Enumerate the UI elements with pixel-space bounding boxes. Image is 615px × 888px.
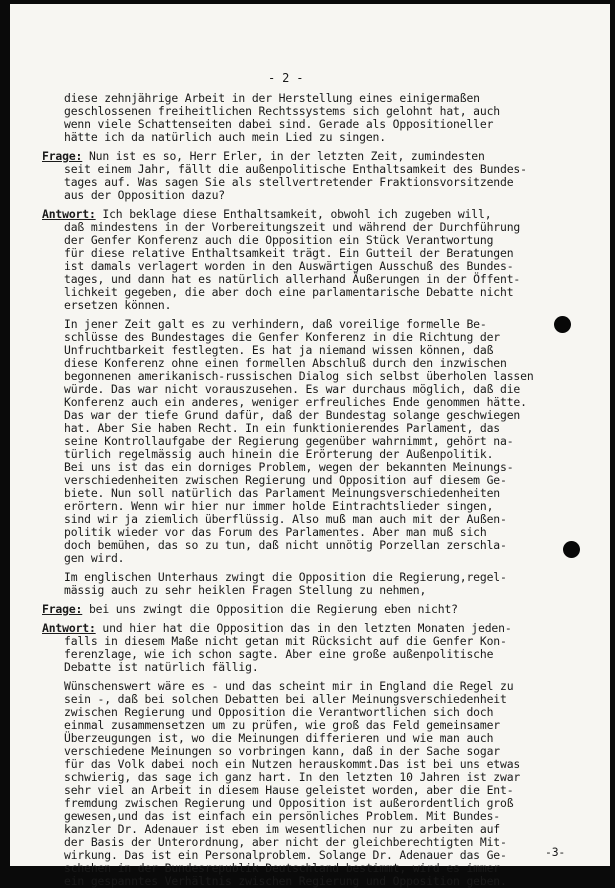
- text-line: Ich beklage diese Enthaltsamkeit, obwohl ich zugeben will,: [95, 207, 492, 221]
- question-label: Frage:: [42, 149, 83, 163]
- punch-hole: [563, 541, 580, 558]
- text-line: biete. Nun soll natürlich das Parlament Meinungsverschiedenheiten: [64, 486, 501, 500]
- text-line: schlüsse des Bundestages die Genfer Konferenz in die Richtung der: [64, 330, 501, 344]
- text-line: diese zehnjährige Arbeit in der Herstellung eines einigermaßen: [64, 91, 480, 105]
- text-line: zwischen Regierung und Opposition die Verantwortlichen sich doch: [64, 705, 494, 719]
- text-line: doch bemühen, das so zu tun, daß nicht unnötig Porzellan zerschla-: [64, 538, 507, 552]
- text-line: ein gespanntes Verhältnis zwischen Regierung und Opposition geben.: [64, 874, 507, 888]
- next-page-marker: -3-: [545, 845, 566, 859]
- text-line: würde. Das war nicht vorauszusehen. Es war durchaus möglich, daß die: [64, 382, 521, 396]
- text-line: sehr viel an Arbeit in diesem Hause geleistet worden, aber die Ent-: [64, 783, 514, 797]
- text-line: schwierig, das sage ich ganz hart. In den letzten 10 Jahren ist zwar: [64, 770, 521, 784]
- text-line: ersetzen können.: [64, 298, 172, 312]
- text-line: ist damals verlagert worden in den Auswärtigen Ausschuß des Bundes-: [64, 259, 514, 273]
- text-line: Unfruchtbarkeit festlegten. Es hat ja niemand wissen können, daß: [64, 343, 494, 357]
- text-line: falls in diesem Maße nicht getan mit Rücksicht auf die Genfer Kon-: [64, 634, 507, 648]
- text-line: schehen in der Bundesrepublik Deutschland bestimmt, wird es immer: [64, 861, 501, 875]
- text-line: begonnenen amerikanisch-russischen Dialog sich selbst überholen lassen: [64, 369, 534, 383]
- text-line: einmal zusammensetzen um zu prüfen, wie groß das Feld gemeinsamer: [64, 718, 501, 732]
- labeled-line: [42, 603, 458, 616]
- text-line: tages, und dann hat es natürlich allerhand Äußerungen in der Öffent-: [64, 272, 521, 286]
- text-line: Nun ist es so, Herr Erler, in der letzten Zeit, zumindesten: [82, 149, 485, 163]
- punch-hole: [554, 316, 571, 333]
- text-line: Wünschenswert wäre es - und das scheint mir in England die Regel zu: [64, 679, 514, 693]
- text-line: seit einem Jahr, fällt die außenpolitische Enthaltsamkeit des Bundes-: [64, 162, 527, 176]
- answer-label: Antwort:: [42, 621, 96, 635]
- text-line: In jener Zeit galt es zu verhindern, daß voreilige formelle Be-: [64, 317, 487, 331]
- text-line: lichkeit gegeben, die aber doch eine parlamentarische Debatte nicht: [64, 285, 514, 299]
- page-number: - 2 -: [268, 71, 304, 85]
- text-line: ferenzlage, wie ich schon sagte. Aber eine große außenpolitische: [64, 647, 494, 661]
- text-line: fremdung zwischen Regierung und Opposition ist außerordentlich groß: [64, 796, 514, 810]
- text-line: Bei uns ist das ein dorniges Problem, wegen der bekannten Meinungs-: [64, 460, 514, 474]
- text-line: sein -, daß bei solchen Debatten bei aller Meinungsverschiedenheit: [64, 692, 507, 706]
- text-line: seine Kontrollaufgabe der Regierung gegenüber wahrnimmt, gehört na-: [64, 434, 514, 448]
- text-line: tages auf. Was sagen Sie als stellvertretender Fraktionsvorsitzende: [64, 175, 514, 189]
- text-line: wirkung. Das ist ein Personalproblem. Solange Dr. Adenauer das Ge-: [64, 848, 507, 862]
- text-line: Das war der tiefe Grund dafür, daß der Bundestag solange geschwiegen: [64, 408, 521, 422]
- text-line: der Genfer Konferenz auch die Opposition ein Stück Verantwortung: [64, 233, 494, 247]
- text-line: verschiedene Meinungen so vorbringen kann, daß in der Sache sogar: [64, 744, 501, 758]
- text-line: für diese relative Enthaltsamkeit trägt. Ein Gutteil der Beratungen: [64, 246, 514, 260]
- text-line: der Basis der Unterordnung, aber nicht der gleichberechtigten Mit-: [64, 835, 507, 849]
- text-line: politik wieder vor das Forum des Parlamentes. Aber man muß sich: [64, 525, 487, 539]
- question-label: Frage:: [42, 602, 83, 616]
- text-line: für das Volk dabei noch ein Nutzen herauskommt.Das ist bei uns etwas: [64, 757, 521, 771]
- text-line: wenn viele Schattenseiten dabei sind. Gerade als Oppositioneller: [64, 117, 494, 131]
- text-line: gewesen,und das ist einfach ein persönliches Problem. Mit Bundes-: [64, 809, 501, 823]
- text-line: diese Konferenz ohne einen formellen Abschluß durch den inzwischen: [64, 356, 507, 370]
- text-line: erörtern. Wenn wir hier nur immer holde Eintrachtslieder singen,: [64, 499, 494, 513]
- text-line: hätte ich da natürlich auch mein Lied zu singen.: [64, 130, 386, 144]
- text-line: kanzler Dr. Adenauer ist eben im wesentlichen nur zu arbeiten auf: [64, 822, 501, 836]
- text-line: Debatte ist natürlich fällig.: [64, 660, 259, 674]
- text-line: gen wird.: [64, 551, 125, 565]
- text-line: geschlossenen freiheitlichen Rechtssystems sich gelohnt hat, auch: [64, 104, 501, 118]
- text-line: daß mindestens in der Vorbereitungszeit und während der Durchführung: [64, 220, 521, 234]
- text-line: sind wir ja ziemlich überflüssig. Also muß man auch mit der Außen-: [64, 512, 507, 526]
- text-line: Überzeugungen ist, wo die Meinungen differieren und wie man auch: [64, 731, 494, 745]
- answer-label: Antwort:: [42, 207, 96, 221]
- text-line: Konferenz auch ein anderes, weniger erfreuliches Ende genommen hätte.: [64, 395, 527, 409]
- text-line: verschiedenheiten zwischen Regierung und Opposition auf diesem Ge-: [64, 473, 507, 487]
- text-line: Im englischen Unterhaus zwingt die Opposition die Regierung,regel-: [64, 570, 507, 584]
- text-line: bei uns zwingt die Opposition die Regierung eben nicht?: [82, 602, 458, 616]
- text-line: hat. Aber Sie haben Recht. In ein funktionierendes Parlament, das: [64, 421, 501, 435]
- text-line: türlich regelmässig auch hinein die Erörterung der Außenpolitik.: [64, 447, 494, 461]
- text-line: und hier hat die Opposition das in den letzten Monaten jeden-: [95, 621, 512, 635]
- text-line: aus der Opposition dazu?: [64, 188, 225, 202]
- text-line: mässig auch zu sehr heiklen Fragen Stellung zu nehmen,: [64, 583, 427, 597]
- document-page: [10, 4, 610, 888]
